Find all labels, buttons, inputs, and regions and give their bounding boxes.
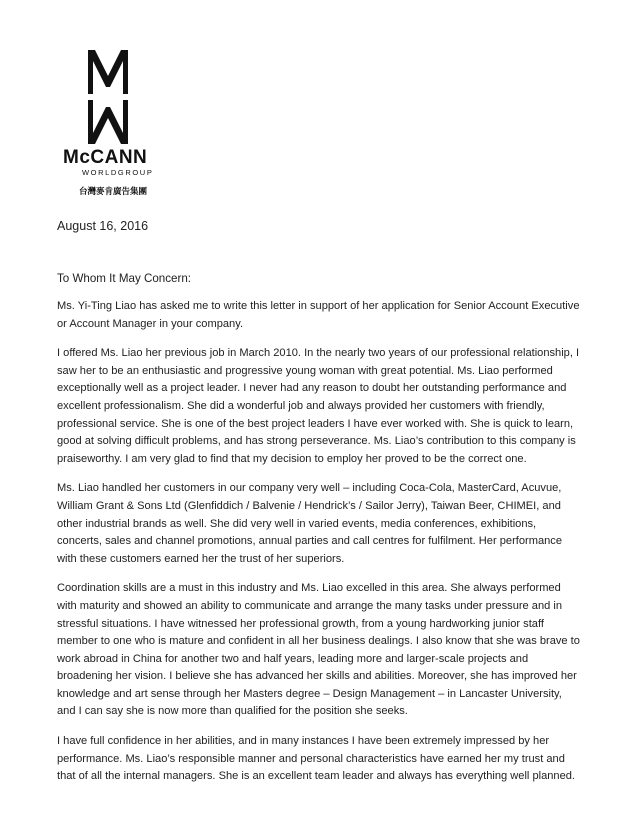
letter-salutation: To Whom It May Concern: xyxy=(57,272,192,285)
company-name: McCANN xyxy=(63,147,148,168)
company-subtitle: WORLDGROUP xyxy=(82,168,154,177)
letter-body xyxy=(57,298,582,798)
paragraph: I offered Ms. Liao her previous job in March 2010. In the nearly two years of our professional relationship, I saw her to be an enthusiastic and progressive young woman with great potential. Ms. Liao performed exceptionally well as a project leader. I never had any reason to doubt her outstanding performance and excellent professionalism. She did a wonderful job and always provided her customers with friendly, professional service. She is one of the best project leaders I have ever worked with. She is quick to learn, good at solving difficult problems, and has strong perseverance. Ms. Liao’s contribution to this company is praiseworthy. I am very glad to find that my decision to employ her proved to be the correct one. xyxy=(57,347,580,465)
paragraph: Ms. Liao handled her customers in our company very well – including Coca-Cola, MasterCard, Acuvue, William Grant & Sons Ltd (Glenfiddich / Balvenie / Hendrick’s / Sailor Jerry), Taiwan Beer, CHIMEI, and other industrial brands as well. She did very well in varied events, media conferences, exhibitions, concerts, sales and channel promotions, annual parties and call centres for fulfilment. Her performance with these customers earned her the trust of her superiors. xyxy=(57,482,563,565)
paragraph: I have full confidence in her abilities, and in many instances I have been extremely impressed by her performance. Ms. Liao’s responsible manner and personal characteristics have earned her my trust and that of all the internal managers. She is an excellent team leader and always has everything well planned. xyxy=(57,735,576,783)
paragraph: Coordination skills are a must in this industry and Ms. Liao excelled in this area. She always performed with maturity and showed an ability to communicate and arrange the many tasks under pressure and in stressful situations. I have witnessed her professional growth, from a young hardworking junior staff member to one who is mature and confident in all her business dealings. I also know that she was brave to work abroad in China for another two and half years, leading more and larger-scale projects and broadening her vision. I believe she has advanced her skills and abilities. Moreover, she has improved her knowledge and art sense through her Masters degree – Design Management – in Lancaster University, and I can say she is now more than qualified for the position she seeks. xyxy=(57,582,580,718)
company-logo xyxy=(58,50,170,197)
company-chinese-name: 台灣麥肯廣告集團 xyxy=(79,187,148,197)
mw-logo-mark-icon xyxy=(86,50,130,144)
paragraph: Ms. Yi-Ting Liao has asked me to write this letter in support of her application for Senior Account Executive or Account Manager in your company. xyxy=(57,300,580,330)
letter-date: August 16, 2016 xyxy=(57,219,149,233)
